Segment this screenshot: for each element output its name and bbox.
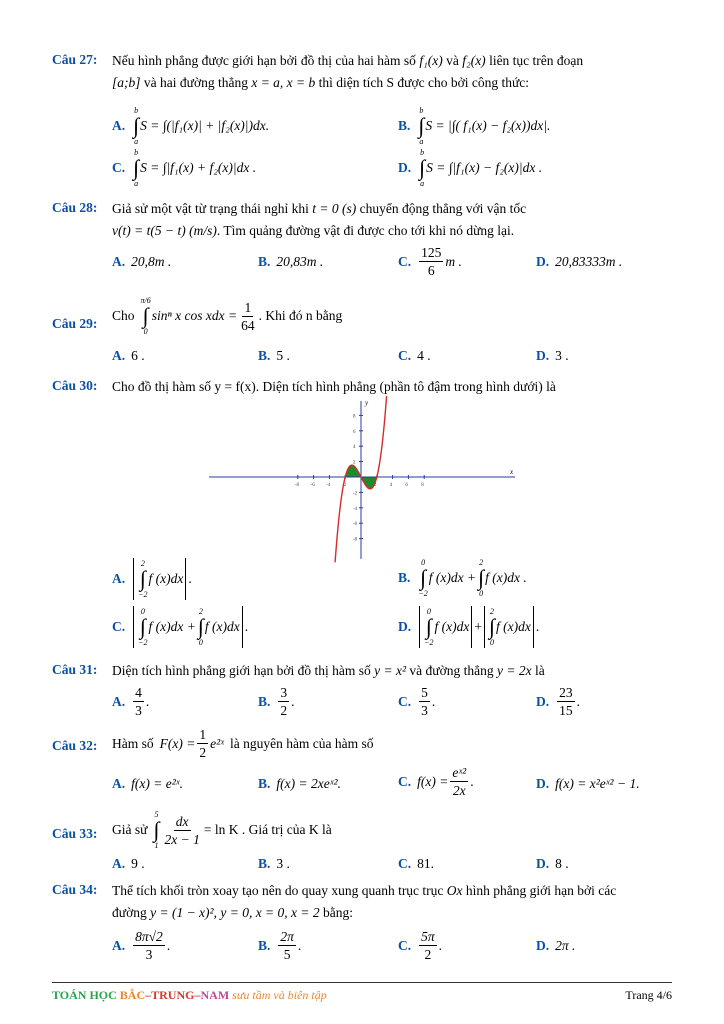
x-tick-label: 2 — [373, 483, 377, 488]
q28-option-b[interactable]: B. 20,83m . — [258, 254, 324, 269]
question-34-label: Câu 34: — [52, 882, 98, 897]
footer-divider — [52, 982, 672, 983]
fraction: $\frac{125}{6}$ — [421, 245, 442, 278]
q27-option-a[interactable]: A. b ∫ a S = ∫(|f₁(x)| + |f₂(x)|)dx. — [112, 106, 270, 146]
y-tick-label: -4 — [353, 506, 358, 512]
y-axis-label: y — [365, 399, 369, 407]
integral-sign: b ∫ a — [133, 148, 140, 188]
integral-sign: π/6 ∫ 0 — [140, 296, 151, 336]
q33-option-a[interactable]: A. 9 . — [112, 856, 145, 871]
q33-option-d[interactable]: D. 8 . — [536, 856, 569, 871]
q32-option-c[interactable]: C. f(x) = $\frac{\text{eˣ²}}{2x}$ . — [398, 765, 474, 798]
q34-option-b[interactable]: B. $\frac{2\pi}{5}$ . — [258, 929, 302, 962]
integral-sign: 0 ∫ −2 — [424, 607, 434, 647]
question-28-label: Câu 28: — [52, 200, 98, 215]
q29-option-b[interactable]: B. 5 . — [258, 348, 290, 363]
q33-option-c[interactable]: C. 81. — [398, 856, 434, 871]
x-tick-label: 6 — [405, 483, 408, 488]
question-32-label: Câu 32: — [52, 738, 98, 753]
integral-sign: 5 ∫ 1 — [153, 810, 160, 850]
question-29-text: Cho π/6 ∫ 0 sinⁿ x cos xdx = $\frac{1}{64}$ . Khi đó n bằng — [112, 296, 343, 336]
q27-option-c[interactable]: C. b ∫ a S = ∫|f₁(x) + f₂(x)|dx . — [112, 148, 257, 188]
question-31-label: Câu 31: — [52, 662, 98, 677]
q31-option-d[interactable]: D. $\frac{23}{15}$ . — [536, 685, 580, 718]
q28-option-d[interactable]: D. 20,83333m . — [536, 254, 623, 269]
question-34-text: Thể tích khối tròn xoay tạo nên do quay xung quanh trục trục Ox hình phẳng giới hạn bởi các đường y = (1 − x)², y = 0, x = 0, x = 2 bằng: — [112, 883, 617, 920]
integral-sign: b ∫ a — [418, 106, 425, 146]
q28-option-a[interactable]: A. 20,8m . — [112, 254, 172, 269]
integral-sign: 0 ∫ −2 — [138, 607, 148, 647]
x-tick-label: -4 — [326, 483, 331, 488]
question-30-label: Câu 30: — [52, 378, 98, 393]
q30-option-a[interactable]: A. 2 ∫ −2 f (x)dx . — [112, 559, 192, 599]
q34-option-a[interactable]: A. $\frac{8\pi√2}{3}$ . — [112, 929, 171, 962]
y-tick-label: 6 — [353, 429, 356, 435]
question-32-text: Hàm số F(x) = $\frac{1}{2}$ e²ˣ là nguyên hàm của hàm số — [112, 727, 374, 760]
q28-option-c[interactable]: C. $\frac{125}{6}$ m . — [398, 245, 462, 278]
question-29-label: Câu 29: — [52, 316, 98, 331]
integral-sign: 0 ∫ −2 — [418, 558, 428, 598]
question-31-text: Diện tích hình phẳng giới hạn bởi đồ thị hàm số y = x² và đường thẳng y = 2x là — [112, 663, 545, 678]
question-27-text: Nếu hình phẳng được giới hạn bởi đồ thị của hai hàm số f₁(x) và f₂(x) liên tục trên đoạn [a;b] và hai đường thẳng x = a, x = b thì diện tích S được cho bởi công thức: — [112, 53, 584, 90]
q30-option-c[interactable]: C. 0 ∫ −2 f (x)dx + 2 ∫ 0 f (x)dx . — [112, 607, 249, 647]
x-tick-label: 8 — [421, 483, 424, 488]
q32-option-a[interactable]: A. f(x) = e²ˣ. — [112, 776, 183, 791]
x-tick-label: -2 — [342, 483, 347, 488]
function-graph — [205, 395, 520, 563]
q27-option-d[interactable]: D. b ∫ a S = ∫|f₁(x) − f₂(x)|dx . — [398, 148, 543, 188]
integral-sign: 2 ∫ −2 — [138, 559, 148, 599]
question-33-text: Giả sử 5 ∫ 1 $\frac{dx}{2x - 1}$ = ln K . Giá trị của K là — [112, 810, 332, 850]
q29-option-d[interactable]: D. 3 . — [536, 348, 569, 363]
q29-option-c[interactable]: C. 4 . — [398, 348, 431, 363]
y-tick-label: 2 — [353, 460, 356, 466]
integral-sign: 2 ∫ 0 — [478, 558, 485, 598]
x-tick-label: -6 — [310, 483, 315, 488]
page-number: Trang 4/6 — [625, 988, 672, 1002]
fraction: $\frac{1}{64}$ — [241, 299, 255, 333]
q27-option-b[interactable]: B. b ∫ a S = |∫( f₁(x) − f₂(x))dx|. — [398, 106, 551, 146]
q32-option-b[interactable]: B. f(x) = 2xeˣ². — [258, 776, 341, 791]
integral-sign: b ∫ a — [419, 148, 426, 188]
integral-sign: b ∫ a — [133, 106, 140, 146]
question-27-label: Câu 27: — [52, 52, 98, 67]
question-28-text: Giả sử một vật từ trạng thái nghỉ khi t = 0 (s) chuyển động thẳng với vận tốc v(t) = t(5 − t) (m/s). Tìm quảng đường vật đi được cho tới khi nó dừng lại. — [112, 201, 527, 238]
q34-option-d[interactable]: D. 2π . — [536, 938, 576, 953]
y-tick-label: -6 — [353, 522, 358, 528]
y-tick-label: -2 — [353, 491, 358, 497]
q32-option-d[interactable]: D. f(x) = x²eˣ² − 1. — [536, 776, 640, 791]
integral-sign: 2 ∫ 0 — [489, 607, 496, 647]
question-30-text: Cho đồ thị hàm số y = f(x). Diện tích hình phẳng (phần tô đậm trong hình dưới) là — [112, 379, 556, 394]
footer-brand: TOÁN HỌC BẮC–TRUNG–NAM sưu tầm và biên tập — [52, 988, 327, 1002]
q30-option-b[interactable]: B. 0 ∫ −2 f (x)dx + 2 ∫ 0 f (x)dx . — [398, 558, 527, 598]
x-tick-label: 4 — [389, 483, 393, 488]
q31-option-a[interactable]: A. $\frac{4}{3}$ . — [112, 685, 150, 718]
y-tick-label: 4 — [353, 445, 356, 451]
y-tick-label: -8 — [353, 537, 358, 543]
integral-sign: 2 ∫ 0 — [197, 607, 204, 647]
q31-option-c[interactable]: C. $\frac{5}{3}$ . — [398, 685, 436, 718]
q33-option-b[interactable]: B. 3 . — [258, 856, 290, 871]
q29-option-a[interactable]: A. 6 . — [112, 348, 145, 363]
y-tick-label: 8 — [353, 414, 356, 420]
q34-option-c[interactable]: C. $\frac{5\pi}{2}$ . — [398, 929, 443, 962]
x-tick-label: -8 — [294, 483, 299, 488]
question-33-label: Câu 33: — [52, 826, 98, 841]
q30-option-d[interactable]: D. 0 ∫ −2 f (x)dx + 2 ∫ 0 f (x)dx . — [398, 607, 540, 647]
q31-option-b[interactable]: B. $\frac{3}{2}$ . — [258, 685, 295, 718]
x-axis-label: x — [510, 468, 514, 476]
